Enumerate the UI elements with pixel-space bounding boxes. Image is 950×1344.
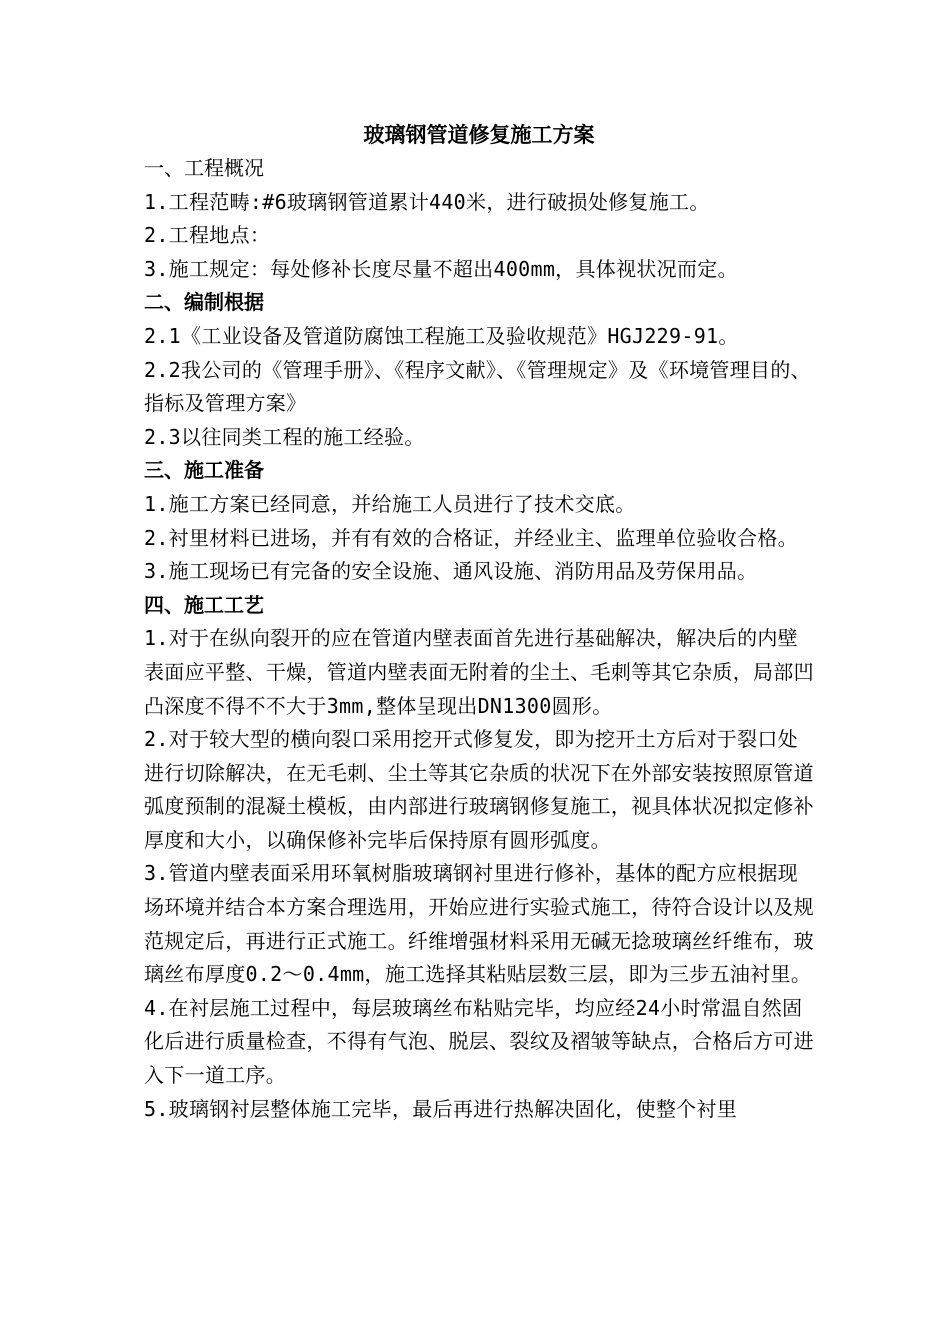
section-preparation: [144, 454, 814, 588]
section-basis: [144, 286, 814, 454]
paragraph: 1.工程范畴:#6玻璃钢管道累计440米，进行破损处修复施工。: [144, 189, 710, 214]
paragraph: 1.对于在纵向裂开的应在管道内壁表面首先进行基础解决，解决后的内壁表面应平整、干燥，管道内壁表面无附着的尘土、毛刺等其它杂质，局部凹凸深度不得不不大于3mm,整体呈现出DN1300圆形。: [144, 626, 814, 718]
paragraph: 3.施工现场已有完备的安全设施、通风设施、消防用品及劳保用品。: [144, 559, 758, 584]
paragraph: 2.3以往同类工程的施工经验。: [144, 424, 425, 449]
paragraph: 1.施工方案已经同意，并给施工人员进行了技术交底。: [144, 491, 636, 516]
paragraph: 2.2我公司的《管理手册》、《程序文献》、《管理规定》及《环境管理目的、指标及管理方案》: [144, 357, 811, 416]
section-overview: [144, 152, 814, 286]
paragraph: 4.在衬层施工过程中，每层玻璃丝布粘贴完毕，均应经24小时常温自然固化后进行质量检查，不得有气泡、脱层、裂纹及褶皱等缺点，合格后方可进入下一道工序。: [144, 995, 814, 1088]
paragraph: 2.衬里材料已进场，并有有效的合格证，并经业主、监理单位验收合格。: [144, 525, 798, 550]
section-heading: 一、工程概况: [144, 156, 264, 180]
section-process: [144, 589, 814, 1127]
section-heading: 四、施工工艺: [144, 592, 264, 617]
paragraph: 2.工程地点：: [144, 223, 271, 248]
paragraph: 3.管道内壁表面采用环氧树脂玻璃钢衬里进行修补，基体的配方应根据现场环境并结合本方案合理选用，开始应进行实验式施工，待符合设计以及规范规定后，再进行正式施工。纤维增强材料采用无碱无捻玻璃丝纤维布，玻璃丝布厚度0.2～0.4mm，施工选择其粘贴层数三层，即为三步五油衬里。: [144, 861, 814, 987]
paragraph: 2.对于较大型的横向裂口采用挖开式修复发，即为挖开土方后对于裂口处进行切除解决，在无毛刺、尘土等其它杂质的状况下在外部安装按照原管道弧度预制的混凝土模板，由内部进行玻璃钢修复施工，视具体状况拟定修补厚度和大小，以确保修补完毕后保持原有圆形弧度。: [144, 727, 814, 852]
document-title: 玻璃钢管道修复施工方案: [363, 123, 595, 147]
section-heading: 二、编制根据: [144, 290, 264, 315]
document-page: [144, 118, 814, 1126]
paragraph: 5.玻璃钢衬层整体施工完毕，最后再进行热解决固化，使整个衬里: [144, 1096, 738, 1121]
section-heading: 三、施工准备: [144, 458, 264, 483]
paragraph: 3.施工规定：每处修补长度尽量不超出400mm，具体视状况而定。: [144, 256, 738, 281]
paragraph: 2.1《工业设备及管道防腐蚀工程施工及验收规范》HGJ229-91。: [144, 323, 739, 348]
